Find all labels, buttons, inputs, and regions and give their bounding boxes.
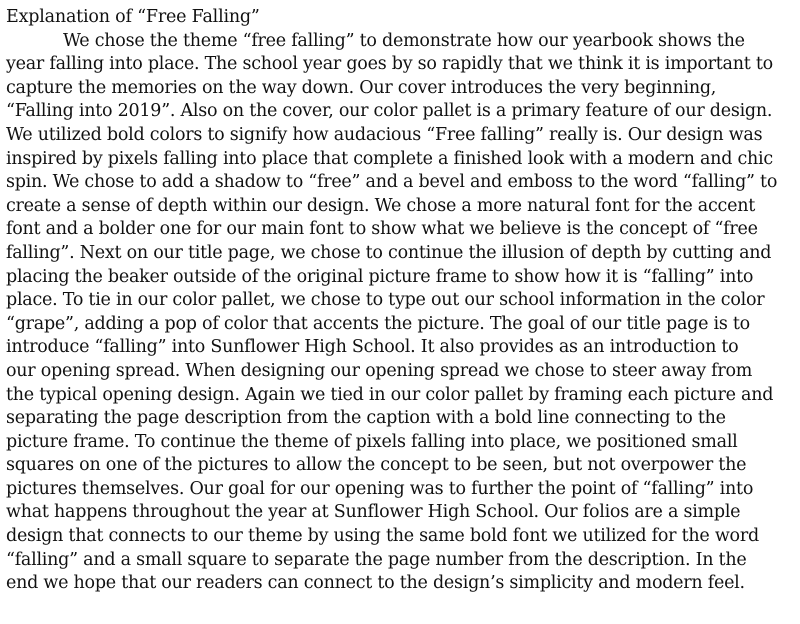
document-title: Explanation of “Free Falling”: [6, 7, 260, 27]
paragraph-line: “Falling into 2019”. Also on the cover, our color pallet is a primary feature of our design.: [6, 101, 773, 122]
paragraph-line: create a sense of depth within our design. We chose a more natural font for the accent: [6, 195, 755, 216]
paragraph-line: “falling” and a small square to separate the page number from the description. In the: [6, 549, 747, 570]
paragraph-line: our opening spread. When designing our opening spread we chose to steer away from: [6, 360, 753, 381]
paragraph-line: falling”. Next on our title page, we chose to continue the illusion of depth by cutting and: [6, 242, 772, 263]
paragraph-line: end we hope that our readers can connect to the design’s simplicity and modern feel.: [6, 573, 745, 594]
paragraph-line: spin. We chose to add a shadow to “free” and a bevel and emboss to the word “falling” to: [6, 172, 778, 193]
paragraph-line: separating the page description from the caption with a bold line connecting to the: [6, 408, 726, 429]
paragraph-line: year falling into place. The school year goes by so rapidly that we think it is important to: [6, 54, 773, 75]
paragraph-line: the typical opening design. Again we tied in our color pallet by framing each picture and: [6, 384, 774, 405]
paragraph-line: introduce “falling” into Sunflower High School. It also provides as an introduction to: [6, 337, 739, 358]
paragraph-line: capture the memories on the way down. Our cover introduces the very beginning,: [6, 77, 717, 98]
paragraph-line: placing the beaker outside of the original picture frame to show how it is “falling” into: [6, 266, 754, 287]
paragraph-line: design that connects to our theme by using the same bold font we utilized for the word: [6, 526, 759, 547]
document-body: [6, 30, 788, 596]
paragraph-line: inspired by pixels falling into place that complete a finished look with a modern and chic: [6, 148, 773, 169]
paragraph-line: We utilized bold colors to signify how audacious “Free falling” really is. Our design was: [6, 124, 763, 145]
paragraph-line: what happens throughout the year at Sunflower High School. Our folios are a simple: [6, 502, 741, 523]
paragraph-line: “grape”, adding a pop of color that accents the picture. The goal of our title page is to: [6, 313, 750, 334]
paragraph-line: font and a bolder one for our main font to show what we believe is the concept of “free: [6, 219, 758, 240]
paragraph-line: We chose the theme “free falling” to demonstrate how our yearbook shows the: [63, 30, 745, 51]
paragraph-line: pictures themselves. Our goal for our opening was to further the point of “falling” into: [6, 478, 754, 499]
paragraph-line: squares on one of the pictures to allow the concept to be seen, but not overpower the: [6, 455, 747, 476]
paragraph-line: place. To tie in our color pallet, we chose to type out our school information in the color: [6, 290, 765, 311]
paragraph-line: picture frame. To continue the theme of pixels falling into place, we positioned small: [6, 431, 738, 452]
